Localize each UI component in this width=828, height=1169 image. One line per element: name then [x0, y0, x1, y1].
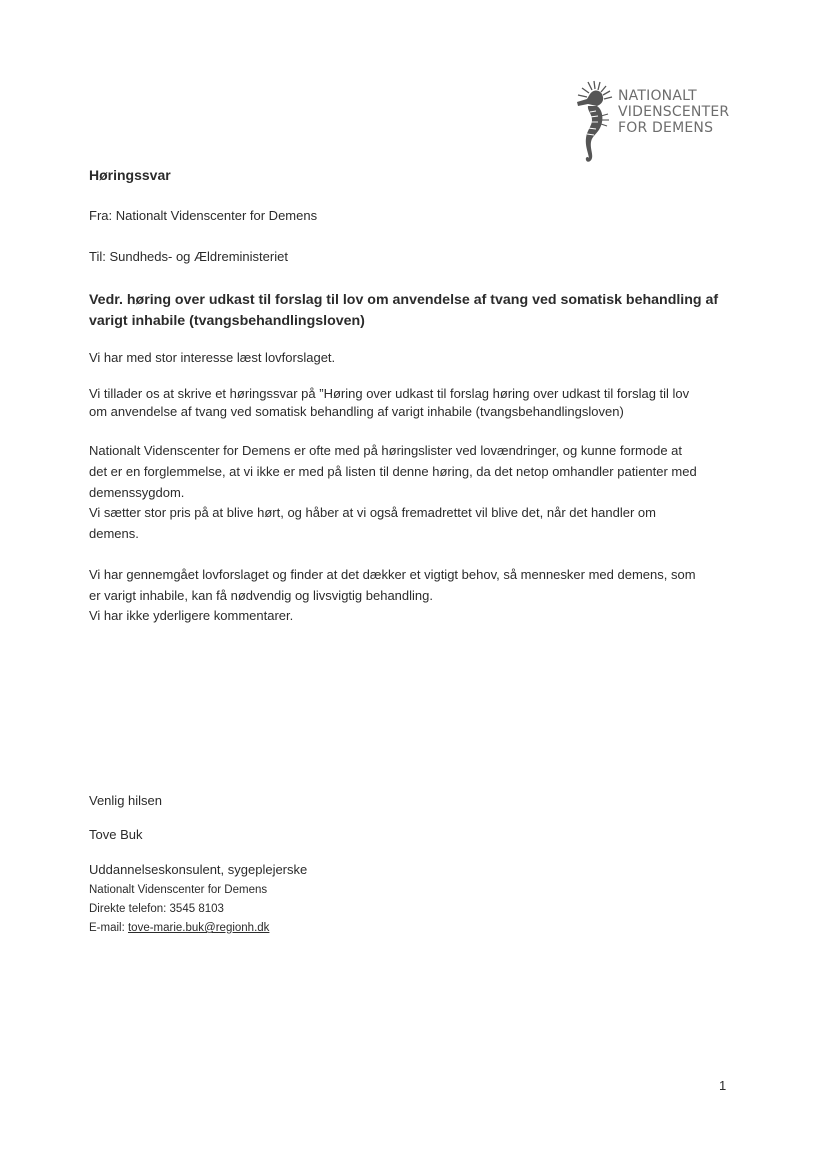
- email-label: E-mail:: [89, 922, 128, 934]
- logo-wordmark: [618, 88, 729, 136]
- signer-name: Tove Buk: [89, 827, 143, 842]
- signer-title: Uddannelseskonsulent, sygeplejerske: [89, 862, 308, 877]
- paragraph-2-line-2: om anvendelse af tvang ved somatisk behandling af varigt inhabile (tvangsbehandlingsloven): [89, 404, 624, 419]
- paragraph-2-line-1: Vi tillader os at skrive et høringssvar på ”Høring over udkast til forslag høring over udkast til forslag til lov: [89, 386, 690, 401]
- paragraph-3-line-5: demens.: [89, 526, 139, 541]
- to-line: Til: Sundheds- og Ældreministeriet: [89, 249, 288, 264]
- from-line: Fra: Nationalt Videnscenter for Demens: [89, 208, 318, 223]
- paragraph-4-line-2: er varigt inhabile, kan få nødvendig og livsvigtig behandling.: [89, 588, 433, 603]
- paragraph-3-line-4: Vi sætter stor pris på at blive hørt, og håber at vi også fremadrettet vil blive det, når det handler om: [89, 505, 656, 520]
- email-link[interactable]: tove-marie.buk@regionh.dk: [127, 922, 270, 934]
- signer-email-line: [89, 919, 269, 937]
- page-number: 1: [719, 1078, 727, 1093]
- subject-line-1: Vedr. høring over udkast til forslag til lov om anvendelse af tvang ved somatisk behandling af: [89, 292, 719, 308]
- logo-line-2: VIDENSCENTER: [618, 104, 730, 120]
- logo-line-3: FOR DEMENS: [618, 120, 714, 136]
- seahorse-icon: [570, 80, 615, 168]
- paragraph-3-line-3: demenssygdom.: [89, 485, 185, 500]
- signer-organization: Nationalt Videnscenter for Demens: [89, 884, 268, 896]
- subject-line-2: varigt inhabile (tvangsbehandlingsloven): [89, 313, 365, 329]
- paragraph-4-line-1: Vi har gennemgået lovforslaget og finder at det dækker et vigtigt behov, så mennesker med demens, som: [89, 567, 696, 582]
- paragraph-3-line-1: Nationalt Videnscenter for Demens er ofte med på høringslister ved lovændringer, og kunne formode at: [89, 443, 683, 458]
- signer-phone: Direkte telefon: 3545 8103: [89, 903, 224, 915]
- organization-logo: [570, 80, 770, 170]
- closing: Venlig hilsen: [89, 793, 162, 808]
- paragraph-3-line-2: det er en forglemmelse, at vi ikke er med på listen til denne høring, da det netop omhandler patienter med: [89, 464, 697, 479]
- letter-heading: Høringssvar: [89, 167, 171, 183]
- logo-line-1: NATIONALT: [618, 88, 697, 104]
- paragraph-1: Vi har med stor interesse læst lovforslaget.: [89, 350, 336, 365]
- paragraph-4-line-3: Vi har ikke yderligere kommentarer.: [89, 608, 294, 623]
